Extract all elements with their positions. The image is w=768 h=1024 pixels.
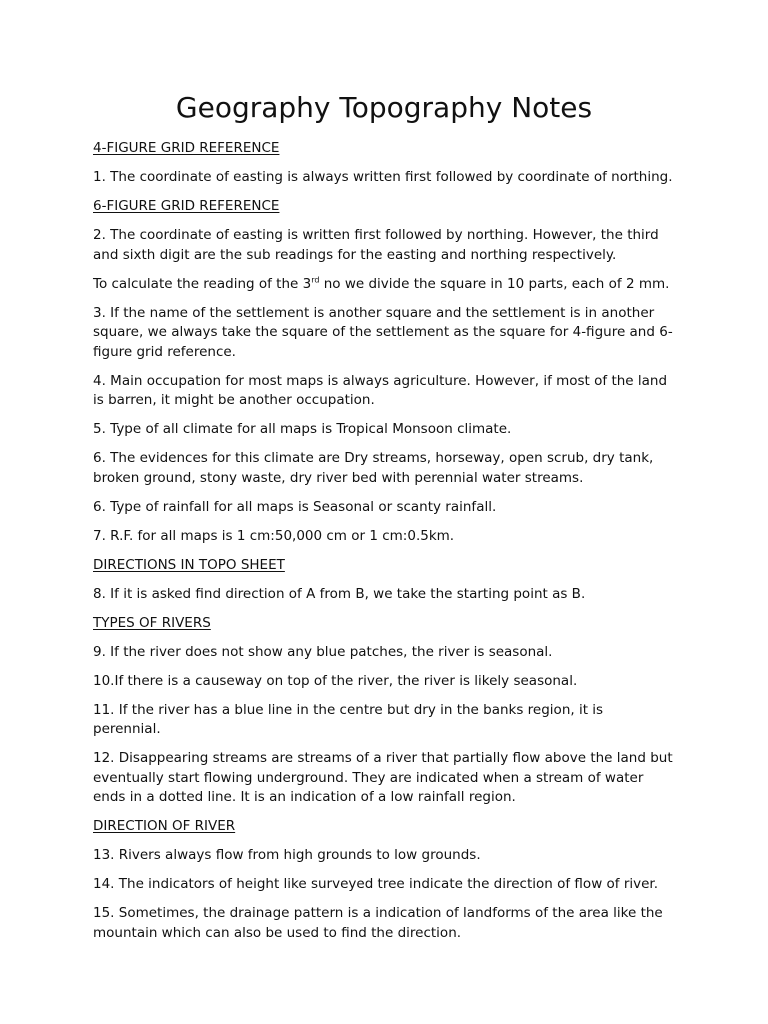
note-calculate-superscript: rd bbox=[311, 275, 320, 284]
heading-4-figure-grid: 4-FIGURE GRID REFERENCE bbox=[93, 140, 280, 156]
note-2: 2. The coordinate of easting is written first followed by northing. However, the third and sixth digit are the sub readings for the easting and northing respectively. bbox=[93, 227, 659, 263]
document-title: Geography Topography Notes bbox=[175, 91, 593, 124]
heading-6-figure-grid: 6-FIGURE GRID REFERENCE bbox=[93, 198, 280, 214]
note-8: 8. If it is asked find direction of A from B, we take the starting point as B. bbox=[93, 585, 586, 602]
note-10: 10.If there is a causeway on top of the river, the river is likely seasonal. bbox=[93, 672, 578, 689]
note-15: 15. Sometimes, the drainage pattern is a indication of landforms of the area like the mountain which can also be used to find the direction. bbox=[93, 905, 663, 941]
note-3: 3. If the name of the settlement is another square and the settlement is in another square, we always take the square of the settlement as the square for 4-figure and 6-figure grid reference. bbox=[93, 304, 673, 360]
note-6-rainfall: 6. Type of rainfall for all maps is Seasonal or scanty rainfall. bbox=[93, 498, 497, 515]
note-calculate-text-a: To calculate the reading of the 3 bbox=[93, 275, 312, 292]
note-9: 9. If the river does not show any blue patches, the river is seasonal. bbox=[93, 643, 553, 660]
note-calculate-text-b: no we divide the square in 10 parts, each of 2 mm. bbox=[319, 275, 670, 292]
document-body bbox=[93, 139, 673, 953]
heading-directions-topo-sheet: DIRECTIONS IN TOPO SHEET bbox=[93, 556, 285, 573]
heading-direction-of-river: DIRECTION OF RIVER bbox=[93, 818, 236, 834]
note-14: 14. The indicators of height like surveyed tree indicate the direction of flow of river. bbox=[93, 876, 659, 892]
note-6-evidences: 6. The evidences for this climate are Dry streams, horseway, open scrub, dry tank, broken ground, stony waste, dry river bed with perennial water streams. bbox=[93, 450, 654, 486]
heading-types-of-rivers: TYPES OF RIVERS bbox=[93, 614, 211, 631]
note-calculate bbox=[93, 275, 673, 295]
note-11: 11. If the river has a blue line in the centre but dry in the banks region, it is perennial. bbox=[93, 701, 604, 737]
note-12: 12. Disappearing streams are streams of a river that partially flow above the land but eventually start flowing underground. They are indicated when a stream of water ends in a dotted line. It is an indication of a low rainfall region. bbox=[93, 750, 673, 805]
note-1: 1. The coordinate of easting is always written first followed by coordinate of northing. bbox=[93, 169, 673, 185]
note-4: 4. Main occupation for most maps is always agriculture. However, if most of the land is barren, it might be another occupation. bbox=[93, 372, 668, 408]
note-13: 13. Rivers always flow from high grounds to low grounds. bbox=[93, 847, 481, 863]
note-7: 7. R.F. for all maps is 1 cm:50,000 cm or 1 cm:0.5km. bbox=[93, 527, 455, 544]
note-5: 5. Type of all climate for all maps is Tropical Monsoon climate. bbox=[93, 421, 512, 437]
